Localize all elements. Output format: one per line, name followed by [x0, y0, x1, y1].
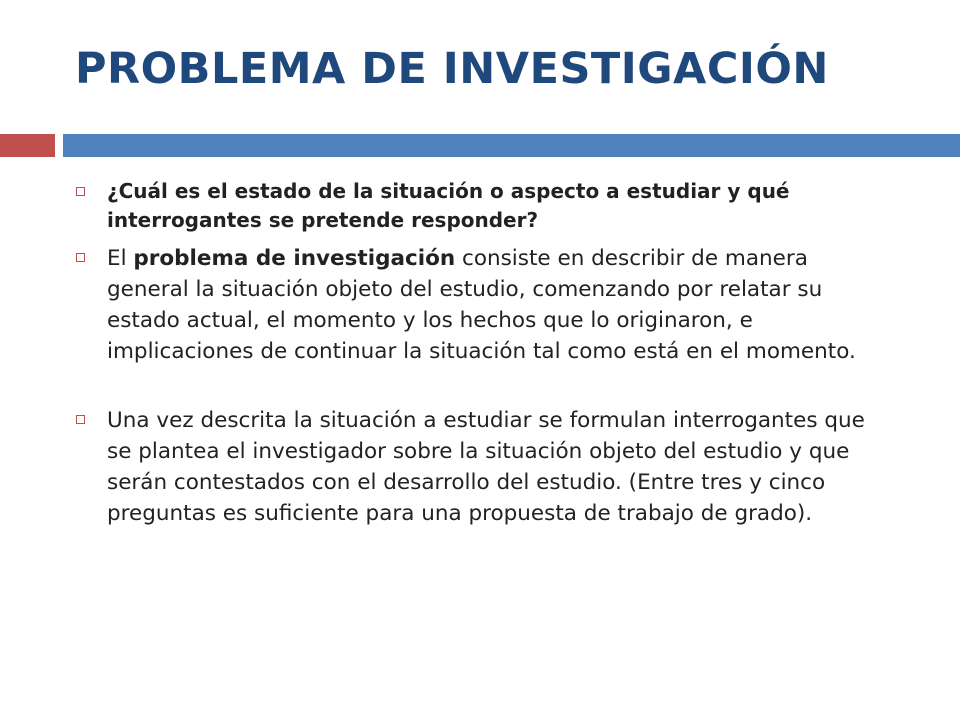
bullet-text-suffix: consiste en describir de manera general la situación objeto del estudio, comenzando por relatar su estado actual, el momento y los hechos que lo originaron, e implicaciones de continuar la situación tal como está en el momento.: [107, 246, 856, 364]
hollow-square-bullet-icon: [76, 253, 85, 262]
bullet-item-definition: [76, 243, 896, 367]
hollow-square-bullet-icon: [76, 415, 85, 424]
slide-title: PROBLEMA DE INVESTIGACIÓN: [75, 44, 829, 94]
bullet-text-emphasis: problema de investigación: [133, 246, 456, 271]
hollow-square-bullet-icon: [76, 187, 85, 196]
title-rule-left-accent: [0, 134, 55, 157]
bullet-text: Una vez descrita la situación a estudiar se formulan interrogantes que se plantea el investigador sobre la situación objeto del estudio y que serán contestados con el desarrollo del estudio. (Entre tres y cinco preguntas es suficiente para una propuesta de trabajo de grado).: [107, 408, 865, 526]
title-rule-bar: [63, 134, 960, 157]
bullet-text: ¿Cuál es el estado de la situación o aspecto a estudiar y qué interrogantes se pretende responder?: [107, 179, 790, 232]
bullet-item-question: [76, 177, 896, 235]
bullet-list: [76, 177, 896, 529]
bullet-item-questions: [76, 405, 896, 529]
bullet-text-prefix: El: [107, 246, 134, 271]
bullet-text: [107, 243, 896, 367]
